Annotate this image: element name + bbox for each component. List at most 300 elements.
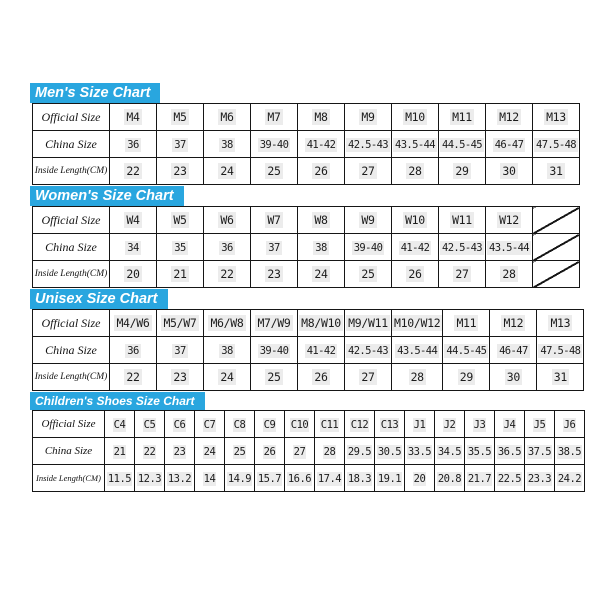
cell-value: 47.5-48 (540, 345, 581, 357)
cell-value: 24 (314, 267, 328, 281)
cell-value: 23 (173, 446, 186, 458)
table-row (33, 104, 580, 131)
value-cell (251, 337, 298, 364)
value-cell (135, 465, 165, 492)
cell-value: J2 (443, 419, 456, 431)
unisex-size-table (32, 309, 584, 391)
cell-value: M4/W6 (116, 316, 150, 330)
cell-value: 28 (502, 267, 516, 281)
value-cell (157, 261, 204, 288)
value-cell (251, 234, 298, 261)
cell-value: 12.3 (137, 473, 162, 485)
value-cell (298, 310, 345, 337)
value-cell (345, 158, 392, 185)
table-row (33, 465, 585, 492)
cell-value: M13 (550, 316, 571, 330)
cell-value: W12 (499, 213, 519, 227)
cell-value: C5 (143, 419, 156, 431)
value-cell (405, 411, 435, 438)
cell-value: 21.7 (467, 473, 492, 485)
row-label: Inside Length(CM) (33, 465, 105, 492)
value-cell (298, 261, 345, 288)
value-cell (439, 131, 486, 158)
value-cell (105, 465, 135, 492)
cell-value: 16.6 (287, 473, 312, 485)
value-cell (435, 411, 465, 438)
value-cell (251, 158, 298, 185)
value-cell (195, 411, 225, 438)
value-cell (298, 104, 345, 131)
row-label: Official Size (33, 104, 110, 131)
value-cell (204, 337, 251, 364)
cell-value: C4 (113, 419, 126, 431)
value-cell (110, 337, 157, 364)
childrens-chart-title: Children's Shoes Size Chart (30, 392, 205, 410)
value-cell (486, 207, 533, 234)
value-cell (392, 337, 443, 364)
value-cell (105, 411, 135, 438)
row-label: China Size (33, 438, 105, 465)
cell-value: M13 (546, 110, 566, 124)
value-cell (110, 364, 157, 391)
row-label: China Size (33, 131, 110, 158)
value-cell (298, 158, 345, 185)
value-cell (465, 411, 495, 438)
value-cell (157, 104, 204, 131)
mens-size-chart-section (30, 83, 585, 185)
value-cell (490, 310, 537, 337)
value-cell (392, 261, 439, 288)
value-cell (439, 261, 486, 288)
cell-value: 27 (361, 370, 375, 384)
row-label: China Size (33, 234, 110, 261)
cell-value: 46-47 (494, 139, 524, 151)
cell-value: J3 (473, 419, 486, 431)
cell-value: C7 (203, 419, 216, 431)
value-cell (392, 131, 439, 158)
value-cell (555, 438, 585, 465)
womens-size-chart-section (30, 186, 585, 288)
cell-value: 22 (126, 164, 140, 178)
value-cell (392, 310, 443, 337)
value-cell (255, 411, 285, 438)
cell-value: 38 (221, 345, 233, 357)
cell-value: 13.2 (167, 473, 192, 485)
value-cell (345, 207, 392, 234)
cell-value: W8 (314, 213, 328, 227)
cell-value: 14 (203, 473, 216, 485)
cell-value: 24 (220, 164, 234, 178)
cell-value: 42.5-43 (347, 345, 389, 357)
cell-value: 33.5 (407, 446, 432, 458)
cell-value: M8 (314, 110, 328, 124)
value-cell (345, 261, 392, 288)
value-cell (204, 310, 251, 337)
value-cell (435, 438, 465, 465)
cell-value: 38 (315, 242, 327, 254)
value-cell (345, 337, 392, 364)
value-cell (345, 310, 392, 337)
value-cell (495, 411, 525, 438)
value-cell (439, 158, 486, 185)
value-cell (345, 234, 392, 261)
cell-value: 21 (113, 446, 126, 458)
value-cell (486, 234, 533, 261)
diagonal-cell (533, 207, 580, 234)
cell-value: 44.5-45 (441, 139, 483, 151)
value-cell (405, 465, 435, 492)
value-cell (495, 465, 525, 492)
cell-value: 39-40 (259, 139, 289, 151)
value-cell (110, 131, 157, 158)
value-cell (537, 337, 584, 364)
cell-value: 39-40 (259, 345, 289, 357)
value-cell (225, 411, 255, 438)
value-cell (443, 310, 490, 337)
cell-value: 31 (553, 370, 567, 384)
cell-value: 43.5-44 (488, 242, 530, 254)
cell-value: 20 (126, 267, 140, 281)
row-label: China Size (33, 337, 110, 364)
value-cell (251, 104, 298, 131)
cell-value: 26 (408, 267, 422, 281)
value-cell (443, 337, 490, 364)
cell-value: 37 (268, 242, 280, 254)
cell-value: M10 (405, 110, 425, 124)
cell-value: 37.5 (527, 446, 552, 458)
value-cell (315, 465, 345, 492)
value-cell (345, 438, 375, 465)
cell-value: J4 (503, 419, 516, 431)
value-cell (533, 158, 580, 185)
table-row (33, 207, 580, 234)
cell-value: M11 (452, 110, 472, 124)
value-cell (298, 131, 345, 158)
childrens-size-table (32, 410, 585, 492)
cell-value: 22 (220, 267, 234, 281)
cell-value: M12 (499, 110, 519, 124)
cell-value: 17.4 (317, 473, 342, 485)
value-cell (195, 465, 225, 492)
cell-value: M6/W8 (210, 316, 244, 330)
cell-value: C6 (173, 419, 186, 431)
cell-value: M10/W12 (394, 316, 441, 330)
value-cell (298, 337, 345, 364)
cell-value: 20.8 (437, 473, 462, 485)
cell-value: C13 (380, 419, 399, 431)
cell-value: J6 (563, 419, 576, 431)
cell-value: 24 (220, 370, 234, 384)
value-cell (465, 438, 495, 465)
table-row (33, 310, 584, 337)
cell-value: 27 (293, 446, 306, 458)
cell-value: M4 (126, 110, 140, 124)
value-cell (157, 207, 204, 234)
value-cell (251, 261, 298, 288)
value-cell (495, 438, 525, 465)
value-cell (110, 234, 157, 261)
value-cell (405, 438, 435, 465)
cell-value: 14.9 (227, 473, 252, 485)
cell-value: W7 (267, 213, 281, 227)
value-cell (157, 364, 204, 391)
value-cell (165, 411, 195, 438)
cell-value: 29.5 (347, 446, 372, 458)
cell-value: M6 (220, 110, 234, 124)
value-cell (392, 104, 439, 131)
value-cell (251, 364, 298, 391)
mens-chart-title: Men's Size Chart (30, 83, 160, 103)
cell-value: M5 (173, 110, 187, 124)
value-cell (537, 310, 584, 337)
value-cell (315, 438, 345, 465)
value-cell (251, 207, 298, 234)
value-cell (225, 465, 255, 492)
row-label: Inside Length(CM) (33, 364, 110, 391)
cell-value: M9 (361, 110, 375, 124)
table-row (33, 337, 584, 364)
cell-value: 41-42 (306, 345, 336, 357)
cell-value: 20 (413, 473, 426, 485)
cell-value: 36 (127, 139, 139, 151)
cell-value: M11 (456, 316, 477, 330)
value-cell (255, 438, 285, 465)
value-cell (105, 438, 135, 465)
value-cell (110, 158, 157, 185)
value-cell (110, 104, 157, 131)
table-row (33, 411, 585, 438)
value-cell (298, 364, 345, 391)
value-cell (165, 465, 195, 492)
value-cell (110, 207, 157, 234)
cell-value: C10 (290, 419, 309, 431)
value-cell (255, 465, 285, 492)
cell-value: 25 (233, 446, 246, 458)
cell-value: 34 (127, 242, 139, 254)
cell-value: 23 (173, 164, 187, 178)
cell-value: M7/W9 (257, 316, 291, 330)
unisex-size-chart-section (30, 289, 585, 391)
cell-value: 15.7 (257, 473, 282, 485)
mens-size-table (32, 103, 580, 185)
diagonal-cell (533, 261, 580, 288)
value-cell (251, 310, 298, 337)
value-cell (525, 411, 555, 438)
table-row (33, 438, 585, 465)
value-cell (110, 261, 157, 288)
cell-value: C11 (320, 419, 339, 431)
value-cell (537, 364, 584, 391)
value-cell (204, 131, 251, 158)
cell-value: 23 (267, 267, 281, 281)
cell-value: C9 (263, 419, 276, 431)
value-cell (135, 438, 165, 465)
value-cell (157, 337, 204, 364)
cell-value: J5 (533, 419, 546, 431)
cell-value: 44.5-45 (446, 345, 487, 357)
value-cell (285, 438, 315, 465)
cell-value: 37 (174, 345, 186, 357)
value-cell (465, 465, 495, 492)
cell-value: W11 (452, 213, 472, 227)
row-label: Official Size (33, 207, 110, 234)
cell-value: 34.5 (437, 446, 462, 458)
value-cell (392, 234, 439, 261)
value-cell (392, 207, 439, 234)
value-cell (392, 364, 443, 391)
value-cell (157, 131, 204, 158)
cell-value: 18.3 (347, 473, 372, 485)
value-cell (315, 411, 345, 438)
value-cell (345, 364, 392, 391)
value-cell (533, 131, 580, 158)
value-cell (285, 411, 315, 438)
cell-value: C12 (350, 419, 369, 431)
womens-size-table (32, 206, 580, 288)
cell-value: W10 (405, 213, 425, 227)
cell-value: 19.1 (377, 473, 402, 485)
diagonal-cell (533, 234, 580, 261)
value-cell (439, 207, 486, 234)
table-row (33, 234, 580, 261)
value-cell (204, 364, 251, 391)
size-chart-sections (30, 83, 585, 493)
value-cell (486, 261, 533, 288)
cell-value: 23 (173, 370, 187, 384)
cell-value: 30 (506, 370, 520, 384)
cell-value: 22 (143, 446, 156, 458)
value-cell (157, 158, 204, 185)
value-cell (110, 310, 157, 337)
table-row (33, 364, 584, 391)
value-cell (298, 234, 345, 261)
cell-value: 23.3 (527, 473, 552, 485)
cell-value: W9 (361, 213, 375, 227)
row-label: Inside Length(CM) (33, 261, 110, 288)
cell-value: 11.5 (107, 473, 132, 485)
cell-value: 39-40 (353, 242, 383, 254)
table-row (33, 131, 580, 158)
cell-value: W4 (126, 213, 140, 227)
value-cell (435, 465, 465, 492)
cell-value: 21 (173, 267, 187, 281)
cell-value: 35 (174, 242, 186, 254)
cell-value: 47.5-48 (535, 139, 577, 151)
value-cell (525, 465, 555, 492)
cell-value: 46-47 (499, 345, 528, 357)
value-cell (195, 438, 225, 465)
value-cell (555, 411, 585, 438)
childrens-size-chart-section (30, 392, 585, 492)
cell-value: W6 (220, 213, 234, 227)
table-row (33, 261, 580, 288)
cell-value: 24 (203, 446, 216, 458)
value-cell (251, 131, 298, 158)
value-cell (490, 364, 537, 391)
cell-value: M7 (267, 110, 281, 124)
value-cell (157, 234, 204, 261)
value-cell (375, 411, 405, 438)
value-cell (486, 131, 533, 158)
value-cell (392, 158, 439, 185)
cell-value: 36 (127, 345, 139, 357)
cell-value: 28 (323, 446, 336, 458)
cell-value: 27 (361, 164, 375, 178)
cell-value: 38.5 (557, 446, 582, 458)
cell-value: 25 (267, 370, 281, 384)
cell-value: 38 (221, 139, 233, 151)
value-cell (486, 158, 533, 185)
cell-value: 42.5-43 (347, 139, 389, 151)
value-cell (135, 411, 165, 438)
cell-value: 28 (408, 164, 422, 178)
cell-value: M8/W10 (301, 316, 341, 330)
cell-value: 31 (549, 164, 563, 178)
cell-value: 22.5 (497, 473, 522, 485)
value-cell (225, 438, 255, 465)
value-cell (204, 261, 251, 288)
value-cell (204, 234, 251, 261)
cell-value: 36.5 (497, 446, 522, 458)
value-cell (375, 465, 405, 492)
cell-value: W5 (173, 213, 187, 227)
value-cell (204, 158, 251, 185)
cell-value: M5/W7 (163, 316, 197, 330)
value-cell (285, 465, 315, 492)
table-row (33, 158, 580, 185)
value-cell (439, 104, 486, 131)
row-label: Official Size (33, 411, 105, 438)
cell-value: 42.5-43 (441, 242, 483, 254)
cell-value: 37 (174, 139, 186, 151)
value-cell (204, 104, 251, 131)
cell-value: 26 (263, 446, 276, 458)
cell-value: J1 (413, 419, 426, 431)
value-cell (345, 411, 375, 438)
cell-value: 25 (361, 267, 375, 281)
cell-value: 43.5-44 (394, 139, 436, 151)
value-cell (345, 465, 375, 492)
value-cell (439, 234, 486, 261)
value-cell (204, 207, 251, 234)
cell-value: M12 (503, 316, 524, 330)
unisex-chart-title: Unisex Size Chart (30, 289, 168, 309)
cell-value: 30 (502, 164, 516, 178)
womens-chart-title: Women's Size Chart (30, 186, 184, 206)
cell-value: 29 (455, 164, 469, 178)
value-cell (375, 438, 405, 465)
value-cell (345, 131, 392, 158)
cell-value: 24.2 (557, 473, 582, 485)
cell-value: 27 (455, 267, 469, 281)
value-cell (555, 465, 585, 492)
value-cell (165, 438, 195, 465)
cell-value: 25 (267, 164, 281, 178)
cell-value: 43.5-44 (397, 345, 438, 357)
cell-value: 41-42 (400, 242, 430, 254)
value-cell (157, 310, 204, 337)
cell-value: 28 (410, 370, 424, 384)
cell-value: C8 (233, 419, 246, 431)
value-cell (490, 337, 537, 364)
value-cell (298, 207, 345, 234)
row-label: Inside Length(CM) (33, 158, 110, 185)
cell-value: 29 (459, 370, 473, 384)
value-cell (345, 104, 392, 131)
cell-value: M9/W11 (348, 316, 388, 330)
row-label: Official Size (33, 310, 110, 337)
cell-value: 26 (314, 370, 328, 384)
